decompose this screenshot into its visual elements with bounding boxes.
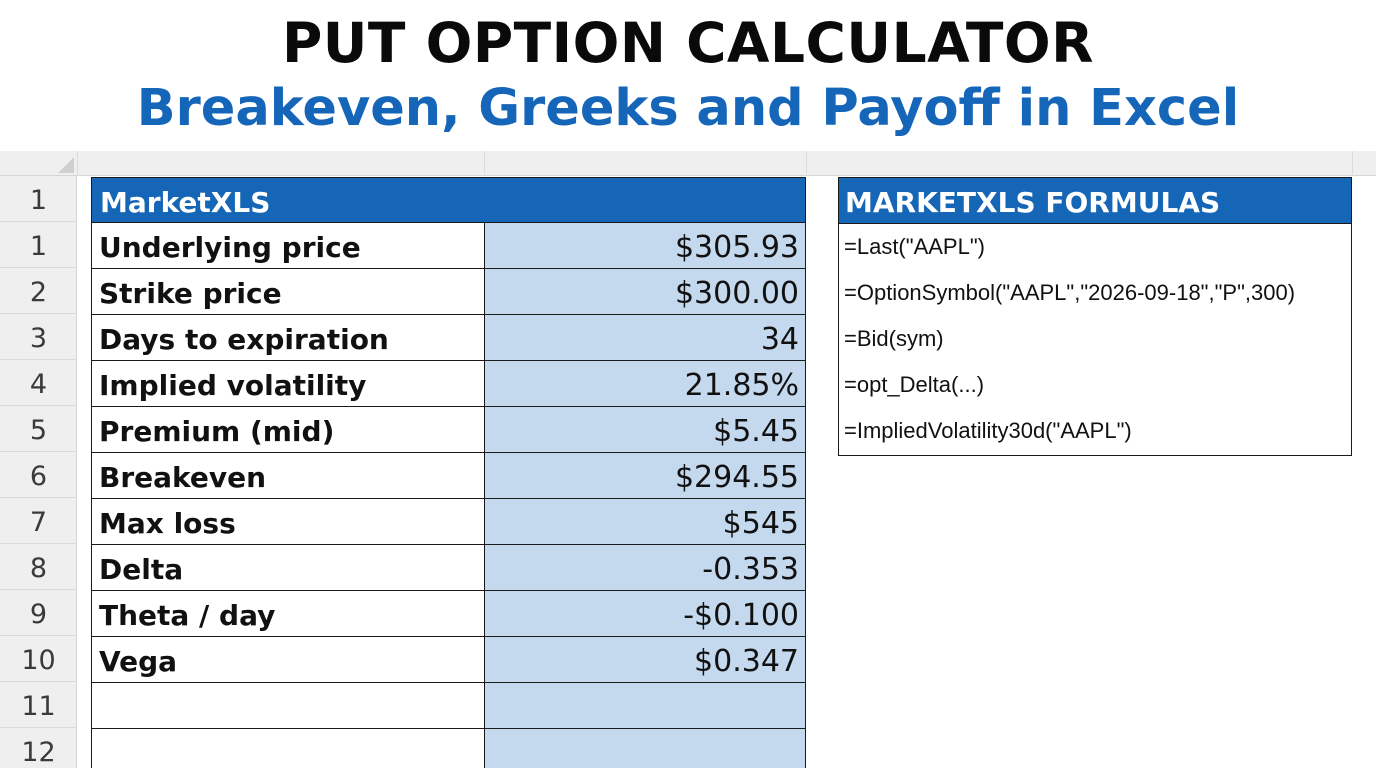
label-cell[interactable]: Implied volatility [91,361,484,407]
value-cell[interactable] [484,683,806,729]
table-row [91,499,806,545]
column-separator [1352,151,1353,176]
formula-cell[interactable]: =ImpliedVolatility30d("AAPL") [844,418,1132,443]
marketxls-table [91,177,806,768]
value-cell[interactable]: 21.85% [484,361,806,407]
row-header[interactable]: 4 [0,360,77,406]
label-cell[interactable] [91,683,484,729]
value-cell[interactable]: $5.45 [484,407,806,453]
column-header-bar [0,151,1376,176]
table-row [91,315,806,361]
label-cell[interactable]: Premium (mid) [91,407,484,453]
row-header[interactable]: 10 [0,636,77,682]
row-header[interactable]: 11 [0,682,77,728]
value-cell[interactable]: $294.55 [484,453,806,499]
row-header[interactable]: 12 [0,728,77,768]
row-header[interactable]: 3 [0,314,77,360]
marketxls-table-header[interactable]: MarketXLS [91,177,806,223]
table-row [91,729,806,768]
label-cell[interactable]: Delta [91,545,484,591]
row-header[interactable]: 1 [0,176,77,222]
row-header[interactable]: 7 [0,498,77,544]
label-cell[interactable]: Max loss [91,499,484,545]
column-separator [77,151,78,176]
row-header[interactable]: 1 [0,222,77,268]
table-row [91,223,806,269]
select-all-corner[interactable] [58,157,74,173]
row-header[interactable]: 5 [0,406,77,452]
table-row [91,637,806,683]
formulas-table [838,177,1352,456]
table-row [91,361,806,407]
value-cell[interactable]: $0.347 [484,637,806,683]
value-cell[interactable] [484,729,806,768]
label-cell[interactable]: Days to expiration [91,315,484,361]
table-row [91,683,806,729]
value-cell[interactable]: $305.93 [484,223,806,269]
row-header[interactable]: 9 [0,590,77,636]
label-cell[interactable] [91,729,484,768]
column-separator [806,151,807,176]
formula-cell[interactable]: =OptionSymbol("AAPL","2026-09-18","P",300) [844,280,1296,305]
value-cell[interactable]: -$0.100 [484,591,806,637]
table-row [91,269,806,315]
value-cell[interactable]: $545 [484,499,806,545]
label-cell[interactable]: Theta / day [91,591,484,637]
row-header[interactable]: 6 [0,452,77,498]
value-cell[interactable]: -0.353 [484,545,806,591]
table-row [91,407,806,453]
formula-cell[interactable]: =Last("AAPL") [844,234,985,259]
label-cell[interactable]: Vega [91,637,484,683]
value-cell[interactable]: 34 [484,315,806,361]
formula-cell[interactable]: =opt_Delta(...) [844,372,985,397]
page-title: PUT OPTION CALCULATOR [281,11,1095,75]
column-separator [484,151,485,176]
row-header[interactable]: 2 [0,268,77,314]
table-row [91,545,806,591]
label-cell[interactable]: Underlying price [91,223,484,269]
page-subtitle: Breakeven, Greeks and Payoff in Excel [136,79,1240,138]
label-cell[interactable]: Strike price [91,269,484,315]
label-cell[interactable]: Breakeven [91,453,484,499]
row-header-column [0,176,77,768]
value-cell[interactable]: $300.00 [484,269,806,315]
formulas-table-header[interactable]: MARKETXLS FORMULAS [839,178,1351,224]
table-row [91,453,806,499]
formula-cell[interactable]: =Bid(sym) [844,326,944,351]
table-row [91,591,806,637]
row-header[interactable]: 8 [0,544,77,590]
